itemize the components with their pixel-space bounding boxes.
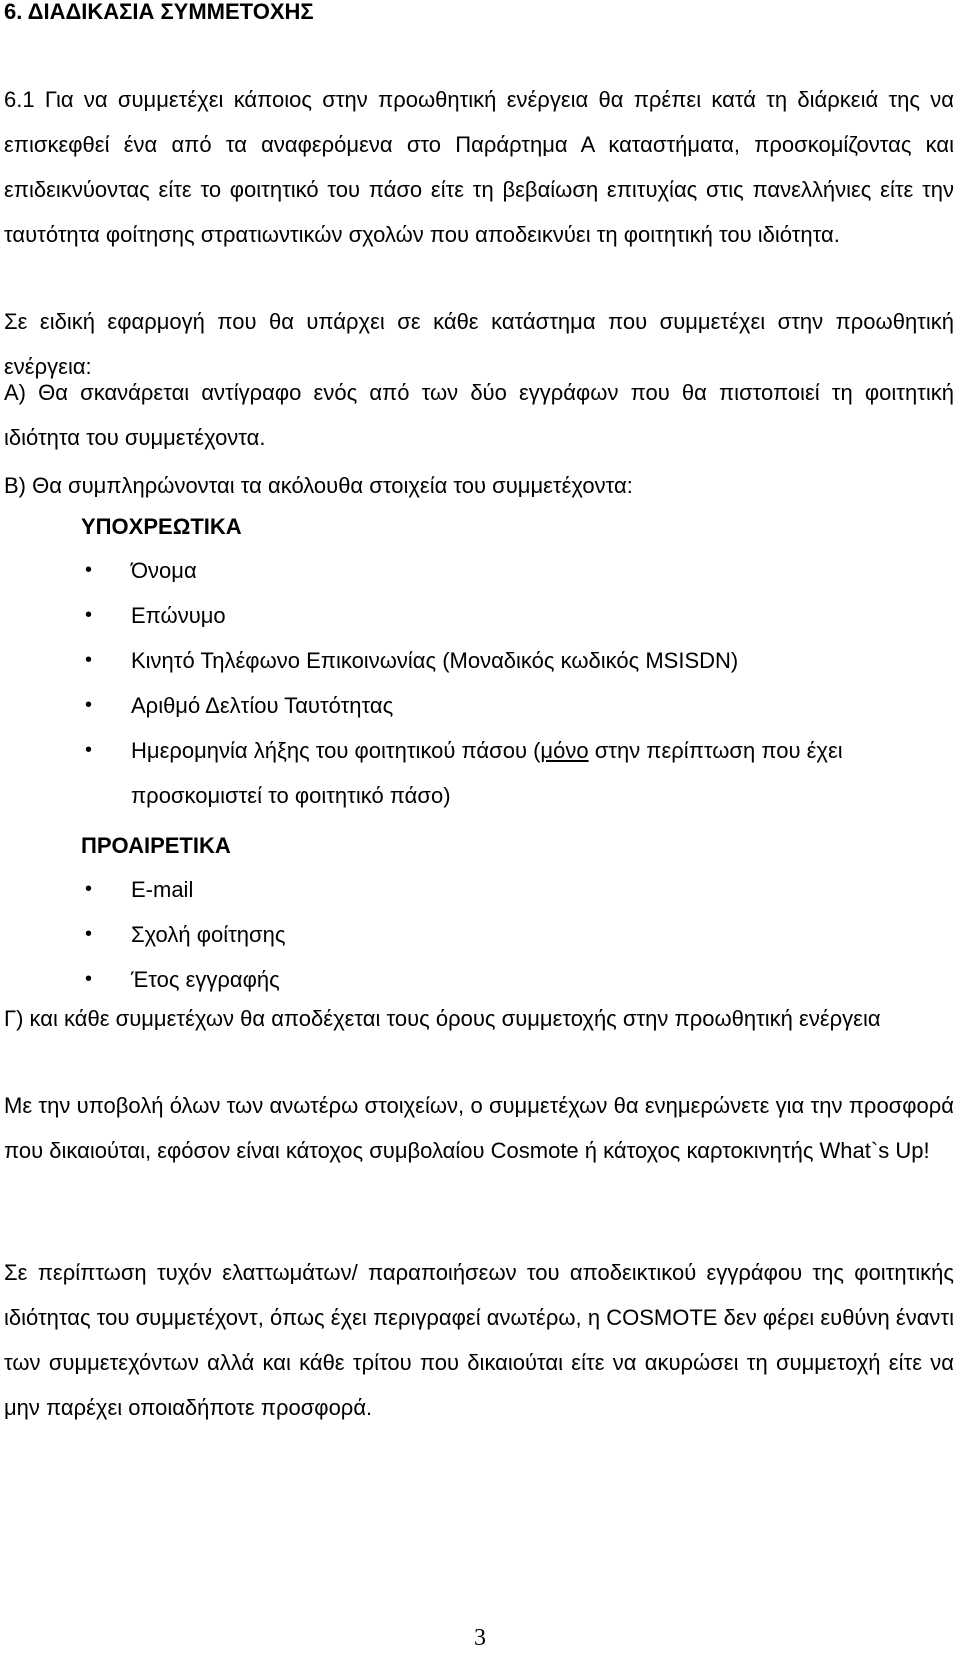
list-item-text: Όνομα (131, 558, 197, 583)
bullet-icon: • (85, 694, 93, 716)
list-item (0, 548, 955, 593)
list-item (0, 593, 955, 638)
bullet-icon: • (85, 968, 93, 990)
list-item-text: Κινητό Τηλέφωνο Επικοινωνίας (Μοναδικός κωδικός MSISDN) (131, 648, 739, 673)
list-item (0, 683, 955, 728)
paragraph-scan-copy: Α) Θα σκανάρεται αντίγραφο ενός από των δύο εγγράφων που θα πιστοποιεί τη φοιτητική ιδιότητα του συμμετέχοντα. (4, 380, 954, 450)
paragraph-accept-terms: Γ) και κάθε συμμετέχων θα αποδέχεται τους όρους συμμετοχής στην προωθητική ενέργεια (4, 1006, 881, 1031)
bullet-icon: • (85, 739, 93, 761)
list-item (0, 912, 955, 957)
bullet-icon: • (85, 604, 93, 626)
list-item-text: E-mail (131, 877, 194, 902)
bullet-icon: • (85, 923, 93, 945)
list-item-text-after: στην περίπτωση που έχει προσκομιστεί το φοιτητικό πάσο) (131, 738, 843, 808)
list-item-text-before: Ημερομηνία λήξης του φοιτητικού πάσου ( (131, 738, 541, 763)
optional-list (0, 867, 955, 1002)
paragraph-participation: 6.1 Για να συμμετέχει κάποιος στην προωθητική ενέργεια θα πρέπει κατά τη διάρκειά της να επισκεφθεί ένα από τα αναφερόμενα στο Παράρτημα Α καταστήματα, προσκομίζοντας και επιδεικνύοντας είτε το φοιτητικό του πάσο είτε τη βεβαίωση επιτυχίας στις πανελλήνιες είτε την ταυτότητα φοίτησης στρατιωντικών σχολών που αποδεικνύει τη φοιτητική του ιδιότητα. (4, 87, 954, 247)
bullet-icon: • (85, 559, 93, 581)
bullet-icon: • (85, 649, 93, 671)
list-item-text: Επώνυμο (131, 603, 226, 628)
optional-heading: ΠΡΟΑΙΡΕΤΙΚΑ (81, 833, 231, 858)
list-item-text: Αριθμό Δελτίου Ταυτότητας (131, 693, 394, 718)
section-heading: 6. ΔΙΑΔΙΚΑΣΙΑ ΣΥΜΜΕΤΟΧΗΣ (4, 0, 314, 24)
list-item-text: Σχολή φοίτησης (131, 922, 286, 947)
list-item (0, 638, 955, 683)
mandatory-heading: ΥΠΟΧΡΕΩΤΙΚΑ (81, 514, 242, 539)
paragraph-submission: Με την υποβολή όλων των ανωτέρω στοιχείων, ο συμμετέχων θα ενημερώνετε για την προσφορά που δικαιούται, εφόσον είναι κάτοχος συμβολαίου Cosmote ή κάτοχος καρτοκινητής What`s Up! (4, 1093, 954, 1163)
paragraph-liability: Σε περίπτωση τυχόν ελαττωμάτων/ παραποιήσεων του αποδεικτικού εγγράφου της φοιτητικής ιδιότητας του συμμετέχοντ, όπως έχει περιγραφεί ανωτέρω, η COSMOTE δεν φέρει ευθύνη έναντι των συμμετεχόντων αλλά και κάθε τρίτου που δικαιούται είτε να ακυρώσει τη συμμετοχή είτε να μην παρέχει οποιαδήποτε προσφορά. (4, 1260, 954, 1420)
paragraph-application: Σε ειδική εφαρμογή που θα υπάρχει σε κάθε κατάστημα που συμμετέχει στην προωθητική ενέργεια: (4, 309, 954, 379)
bullet-icon: • (85, 878, 93, 900)
list-item (0, 728, 955, 818)
list-item-text: Έτος εγγραφής (131, 967, 280, 992)
page-number: 3 (474, 1625, 486, 1651)
list-item (0, 867, 955, 912)
paragraph-fill-details: Β) Θα συμπληρώνονται τα ακόλουθα στοιχεία του συμμετέχοντα: (4, 473, 633, 498)
mandatory-list (0, 548, 955, 818)
list-item-text-underlined: μόνο (540, 738, 589, 763)
